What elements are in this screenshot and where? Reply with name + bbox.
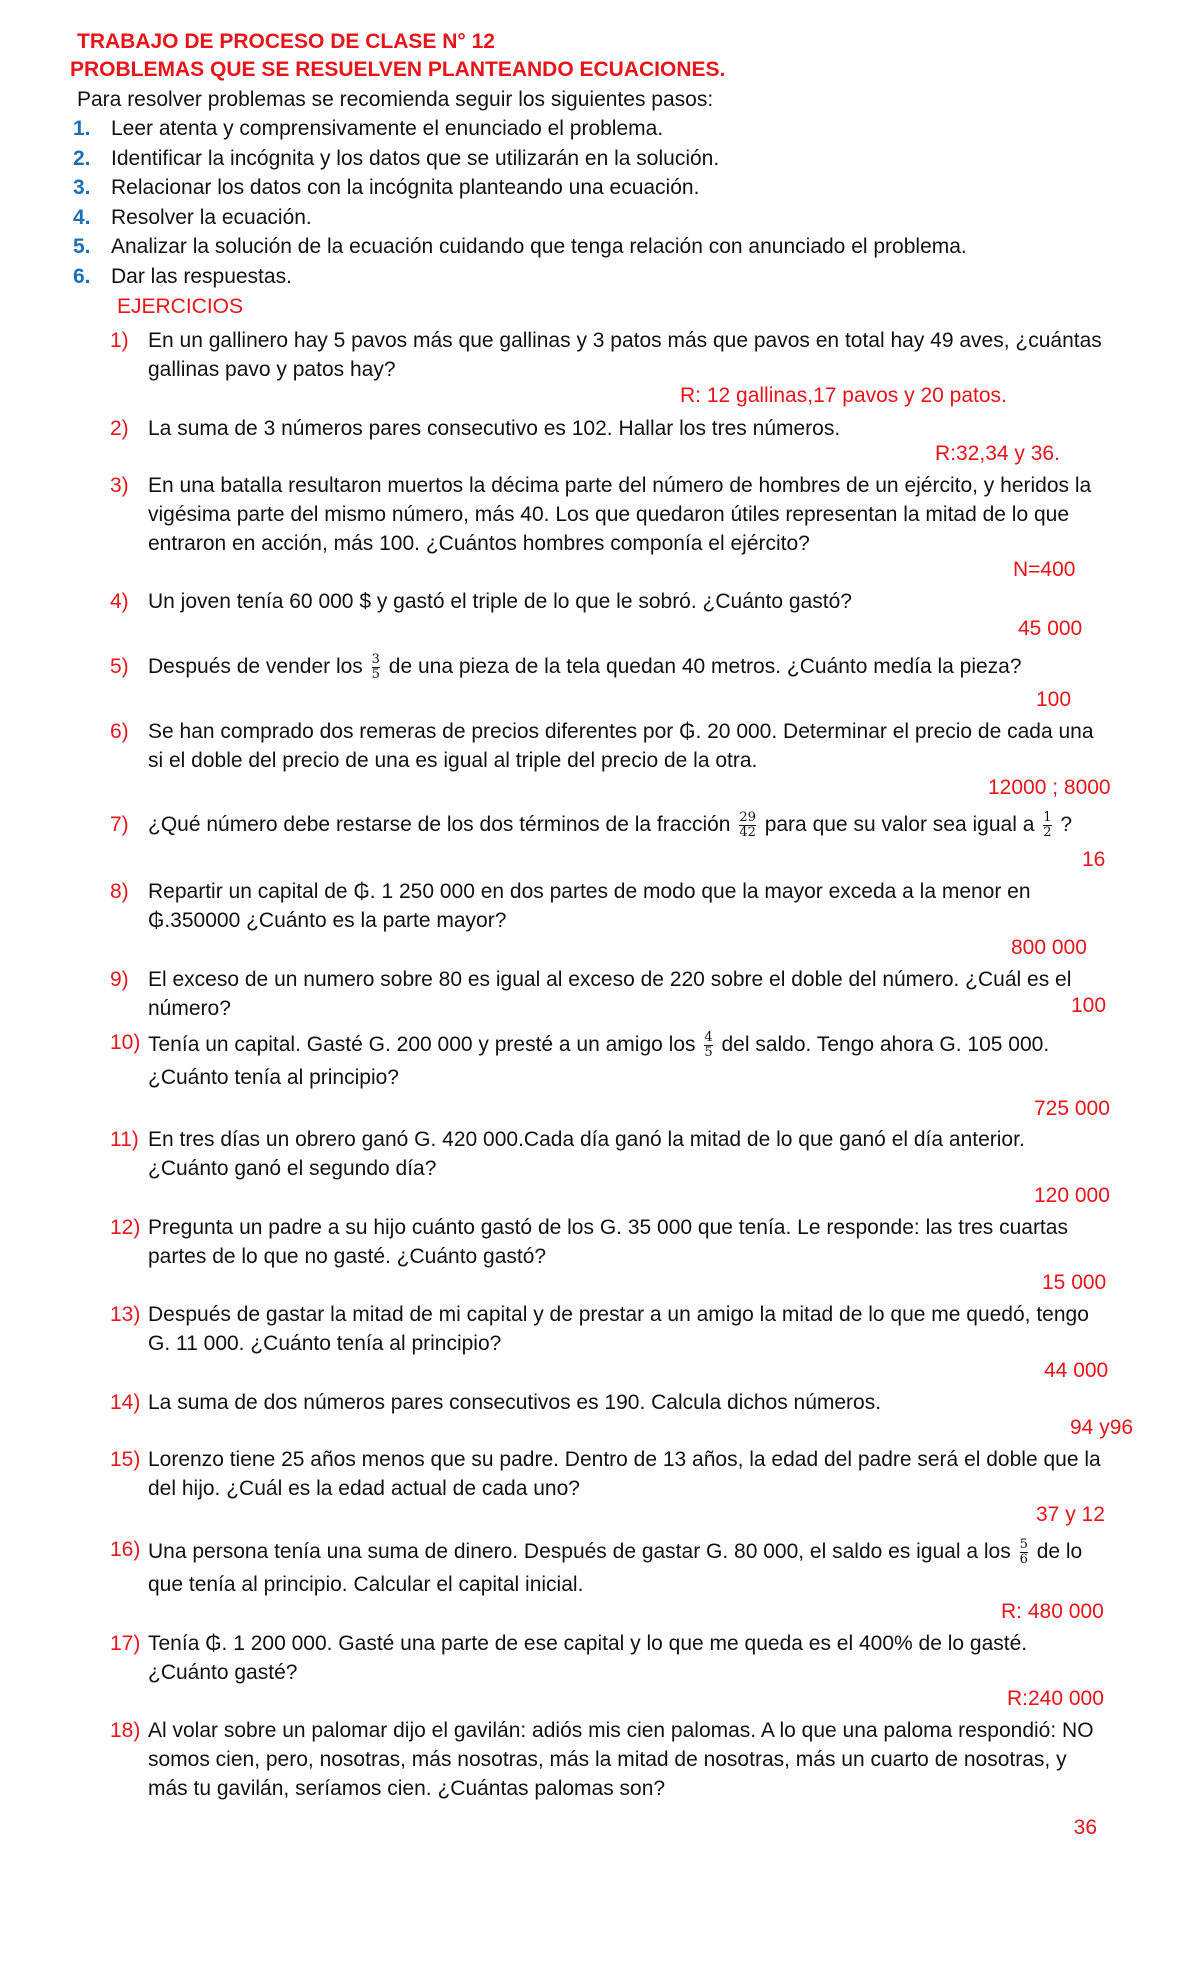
exercise-text: Un joven tenía 60 000 $ y gastó el triple de lo que le sobró. ¿Cuánto gastó?	[148, 590, 852, 613]
exercise-number: 7)	[110, 813, 129, 836]
exercise-text: Al volar sobre un palomar dijo el gavilán: adiós mis cien palomas. A lo que una paloma respondió: NO somos cien, pero, nosotras, más nosotras, más la mitad de nosotras, más un cuarto de nosotras, y más tu gavilán, seríamos cien. ¿Cuántas palomas son?	[148, 1719, 1094, 1800]
exercise-text: Tenía ₲. 1 200 000. Gasté una parte de ese capital y lo que me queda es el 400% de lo gasté. ¿Cuánto gasté?	[148, 1632, 1028, 1684]
step-text: Leer atenta y comprensivamente el enunciado el problema.	[111, 117, 664, 140]
step-number: 6.	[73, 264, 91, 288]
fraction-denominator: 5	[371, 666, 380, 682]
fraction	[1020, 1538, 1028, 1567]
fraction-denominator: 2	[1043, 824, 1052, 840]
step-item	[73, 206, 1123, 236]
exercise-text: de lo que tenía al principio. Calcular el capital inicial.	[148, 1540, 1083, 1596]
step-text: Dar las respuestas.	[111, 264, 292, 288]
exercise-item	[110, 1300, 1110, 1358]
exercise-item	[110, 1213, 1110, 1271]
exercise-item	[110, 1125, 1110, 1183]
exercise-answer: 94 y96	[1070, 1416, 1134, 1439]
step-item	[73, 147, 1123, 177]
page-number: 36	[1073, 1816, 1097, 1839]
exercise-text-with-fraction	[148, 652, 1110, 682]
exercise-number: 12)	[110, 1216, 141, 1239]
exercise-text-with-fraction	[148, 1535, 1110, 1601]
fraction	[1043, 811, 1051, 840]
exercise-text: Repartir un capital de ₲. 1 250 000 en dos partes de modo que la mayor exceda a la menor en ₲.350000 ¿Cuánto es la parte mayor?	[148, 880, 1031, 932]
exercise-text: En una batalla resultaron muertos la décima parte del número de hombres de un ejército, y heridos la vigésima parte del mismo número, más 40. Los que quedaron útiles representan la mitad de lo que entraron en acción, más 100. ¿Cuántos hombres componía el ejército?	[148, 474, 1092, 555]
exercise-answer: R: 12 gallinas,17 pavos y 20 patos.	[680, 384, 1007, 407]
exercise-number: 16)	[110, 1538, 141, 1561]
step-number: 2.	[73, 146, 91, 170]
step-number: 4.	[73, 205, 91, 229]
exercise-text: Tenía un capital. Gasté G. 200 000 y presté a un amigo los	[148, 1033, 696, 1056]
fraction-numerator: 1	[1043, 809, 1052, 825]
steps-list	[73, 117, 1123, 294]
exercise-text: del saldo. Tengo ahora G. 105 000. ¿Cuánto tenía al principio?	[148, 1033, 1050, 1089]
step-item	[73, 265, 1123, 295]
exercise-text: para que su valor sea igual a	[764, 813, 1035, 836]
exercise-item	[110, 1445, 1110, 1503]
step-item	[73, 117, 1123, 147]
exercise-number: 3)	[110, 474, 129, 497]
exercise-answer: 100	[1036, 688, 1072, 711]
exercise-answer: 37 y 12	[1036, 1503, 1105, 1526]
exercise-item	[110, 1028, 1110, 1094]
exercise-answer: 800 000	[1011, 936, 1087, 959]
exercise-text: ¿Qué número debe restarse de los dos términos de la fracción	[148, 813, 731, 836]
exercise-number: 6)	[110, 720, 129, 743]
exercises-heading: EJERCICIOS	[117, 295, 244, 318]
exercise-number: 11)	[110, 1128, 139, 1151]
exercise-text: Después de gastar la mitad de mi capital y de prestar a un amigo la mitad de lo que me quedó, tengo G. 11 000. ¿Cuánto tenía al principio?	[148, 1303, 1089, 1355]
exercise-text: Después de vender los	[148, 655, 363, 678]
exercise-number: 13)	[110, 1303, 141, 1326]
exercise-text: En un gallinero hay 5 pavos más que gallinas y 3 patos más que pavos en total hay 49 aves, ¿cuántas gallinas pavo y patos hay?	[148, 329, 1102, 381]
exercise-answer: 100	[1071, 994, 1107, 1017]
step-number: 1.	[73, 117, 91, 140]
exercise-number: 8)	[110, 880, 129, 903]
step-item	[73, 235, 1123, 265]
step-text: Resolver la ecuación.	[111, 205, 312, 229]
exercise-item	[110, 1388, 1110, 1417]
fraction	[739, 811, 756, 840]
exercise-number: 9)	[110, 968, 129, 991]
exercise-answer: R: 480 000	[1001, 1600, 1104, 1623]
exercise-item	[110, 652, 1110, 682]
exercise-text: Una persona tenía una suma de dinero. Después de gastar G. 80 000, el saldo es igual a los	[148, 1540, 1011, 1563]
fraction	[704, 1031, 712, 1060]
step-number: 5.	[73, 235, 91, 258]
exercise-item	[110, 810, 1110, 840]
exercise-answer: N=400	[1013, 558, 1076, 581]
step-text: Relacionar los datos con la incógnita planteando una ecuación.	[111, 176, 700, 199]
step-text: Analizar la solución de la ecuación cuidando que tenga relación con anunciado el problema.	[111, 235, 967, 258]
fraction	[372, 653, 380, 682]
fraction-numerator: 29	[739, 809, 756, 825]
exercise-number: 1)	[110, 329, 129, 352]
fraction-numerator: 4	[704, 1029, 713, 1045]
fraction-denominator: 6	[1019, 1551, 1028, 1567]
exercise-item	[110, 877, 1110, 935]
worksheet-subtitle: PROBLEMAS QUE SE RESUELVEN PLANTEANDO ECUACIONES.	[70, 58, 726, 81]
exercise-answer: 120 000	[1034, 1184, 1110, 1207]
exercise-text-with-fraction	[148, 1028, 1110, 1094]
fraction-numerator: 5	[1019, 1536, 1028, 1552]
exercise-item	[110, 587, 1110, 616]
exercise-number: 18)	[110, 1719, 141, 1742]
exercise-answer: 15 000	[1042, 1271, 1107, 1294]
exercise-answer: 16	[1082, 848, 1106, 871]
exercise-number: 10)	[110, 1031, 141, 1054]
exercise-text: La suma de 3 números pares consecutivo es 102. Hallar los tres números.	[148, 417, 841, 440]
exercise-text-with-fraction	[148, 810, 1110, 840]
exercise-item	[110, 1629, 1110, 1687]
exercise-item	[110, 1716, 1110, 1803]
step-item	[73, 176, 1123, 206]
exercise-text: En tres días un obrero ganó G. 420 000.Cada día ganó la mitad de lo que ganó el día anterior. ¿Cuánto ganó el segundo día?	[148, 1128, 1025, 1180]
exercise-number: 5)	[110, 655, 129, 678]
exercise-text: Se han comprado dos remeras de precios diferentes por ₲. 20 000. Determinar el precio de cada una si el doble del precio de una es igual al triple del precio de la otra.	[148, 720, 1094, 772]
exercise-item	[110, 1535, 1110, 1601]
step-number: 3.	[73, 176, 91, 199]
exercise-item	[110, 965, 1110, 1023]
exercise-number: 2)	[110, 417, 129, 440]
exercise-item	[110, 717, 1110, 775]
exercise-text: ?	[1060, 813, 1073, 836]
fraction-denominator: 5	[704, 1044, 713, 1060]
exercise-answer: R:240 000	[1007, 1687, 1104, 1710]
exercise-answer: 725 000	[1034, 1097, 1110, 1120]
exercise-number: 14)	[110, 1391, 141, 1414]
exercise-text: El exceso de un numero sobre 80 es igual al exceso de 220 sobre el doble del número. ¿Cuál es el número?	[148, 968, 1072, 1020]
fraction-denominator: 42	[739, 824, 756, 840]
fraction-numerator: 3	[371, 651, 380, 667]
exercise-number: 17)	[110, 1632, 141, 1655]
exercise-answer: 12000 ; 8000	[988, 776, 1111, 799]
exercise-item	[110, 471, 1110, 558]
exercise-text: de una pieza de la tela quedan 40 metros. ¿Cuánto medía la pieza?	[388, 655, 1022, 678]
exercise-item	[110, 326, 1110, 384]
step-text: Identificar la incógnita y los datos que se utilizarán en la solución.	[111, 146, 720, 170]
exercise-text: Pregunta un padre a su hijo cuánto gastó de los G. 35 000 que tenía. Le responde: las tres cuartas partes de lo que no gasté. ¿Cuánto gastó?	[148, 1216, 1068, 1268]
exercise-text: La suma de dos números pares consecutivos es 190. Calcula dichos números.	[148, 1391, 882, 1414]
worksheet-title: TRABAJO DE PROCESO DE CLASE N° 12	[77, 30, 495, 53]
exercise-number: 15)	[110, 1448, 141, 1471]
exercise-item	[110, 414, 1110, 443]
intro-text: Para resolver problemas se recomienda seguir los siguientes pasos:	[77, 88, 714, 111]
exercise-answer: R:32,34 y 36.	[935, 442, 1060, 465]
exercise-answer: 45 000	[1018, 617, 1083, 640]
exercise-number: 4)	[110, 590, 129, 613]
exercise-answer: 44 000	[1044, 1359, 1109, 1382]
exercise-text: Lorenzo tiene 25 años menos que su padre. Dentro de 13 años, la edad del padre será el doble que la del hijo. ¿Cuál es la edad actual de cada uno?	[148, 1448, 1101, 1500]
